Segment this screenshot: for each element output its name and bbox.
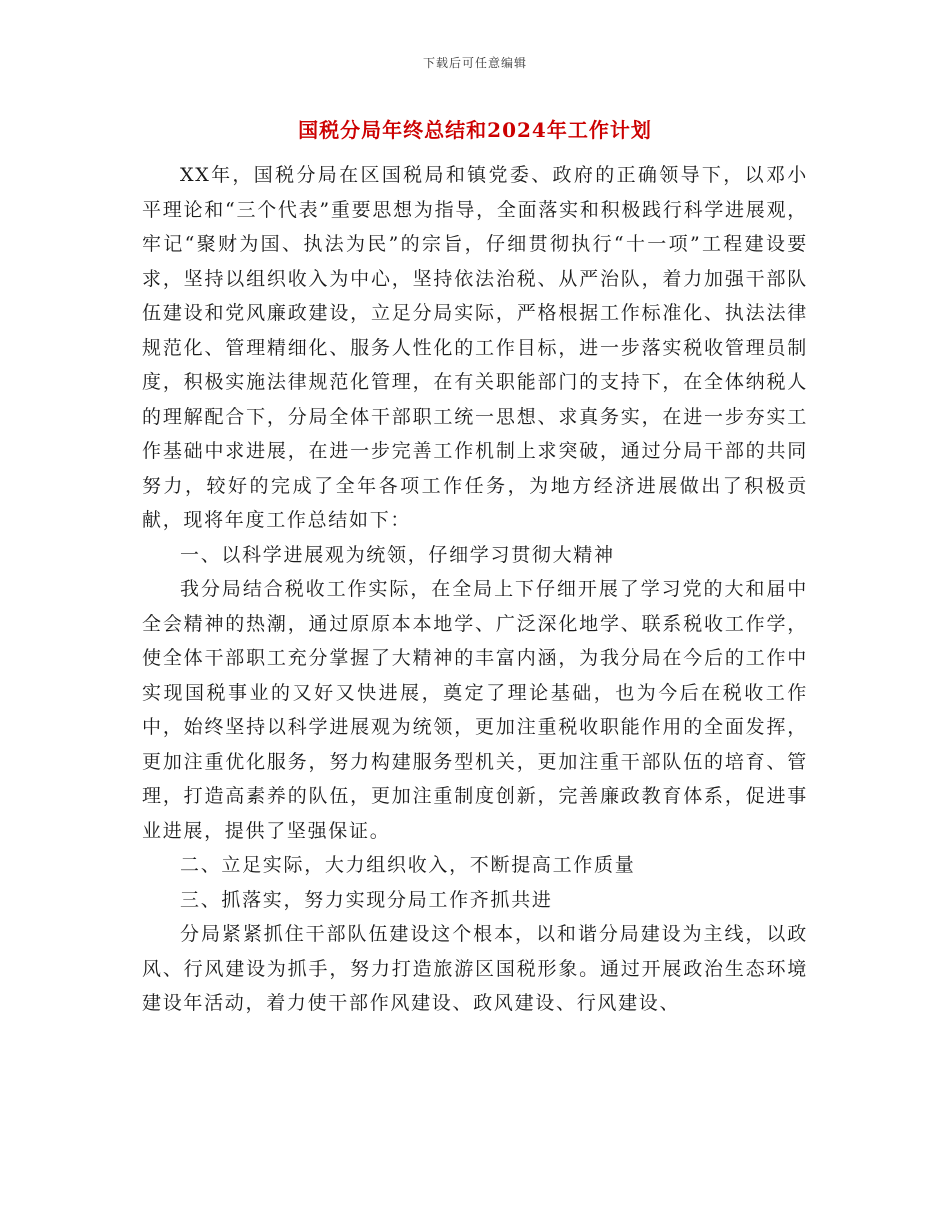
header-note: 下载后可任意编辑 bbox=[422, 56, 527, 70]
document-title: 国税分局年终总结和2024年工作计划 bbox=[298, 118, 652, 142]
section-heading-2: 二、立足实际，大力组织收入，不断提高工作质量 bbox=[180, 854, 636, 876]
section-heading-3: 三、抓落实，努力实现分局工作齐抓共进 bbox=[180, 888, 553, 911]
section-heading-1: 一、以科学进展观为统领，仔细学习贯彻大精神 bbox=[180, 543, 615, 566]
paragraph-section-3: 分局紧紧抓住干部队伍建设这个根本，以和谐分局建设为主线，以政风、行风建设为抓手，努力打造旅游区国税形象。通过开展政治生态环境建设年活动，着力使干部作风建设、政风建设、行风建设、 bbox=[142, 923, 808, 1014]
paragraph-section-1: 我分局结合税收工作实际，在全局上下仔细开展了学习党的大和届中全会精神的热潮，通过原原本本地学、广泛深化地学、联系税收工作学，使全体干部职工充分掌握了大精神的丰富内涵，为我分局在今后的工作中实现国税事业的又好又快进展，奠定了理论基础，也为今后在税收工作中，始终坚持以科学进展观为统领，更加注重税收职能作用的全面发挥，更加注重优化服务，努力构建服务型机关，更加注重干部队伍的培育、管理，打造高素养的队伍，更加注重制度创新，完善廉政教育体系，促进事业进展，提供了坚强保证。 bbox=[142, 578, 808, 842]
paragraph-intro: XX年，国税分局在区国税局和镇党委、政府的正确领导下，以邓小平理论和“三个代表”重要思想为指导，全面落实和积极践行科学进展观，牢记“聚财为国、执法为民”的宗旨，仔细贯彻执行“十一项”工程建设要求，坚持以组织收入为中心，坚持依法治税、从严治队，着力加强干部队伍建设和党风廉政建设，立足分局实际，严格根据工作标准化、执法法律规范化、管理精细化、服务人性化的工作目标，进一步落实税收管理员制度，积极实施法律规范化管理，在有关职能部门的支持下，在全体纳税人的理解配合下，分局全体干部职工统一思想、求真务实，在进一步夯实工作基础中求进展，在进一步完善工作机制上求突破，通过分局干部的共同努力，较好的完成了全年各项工作任务，为地方经济进展做出了积极贡献，现将年度工作总结如下： bbox=[142, 164, 808, 531]
document-body bbox=[142, 158, 808, 1021]
